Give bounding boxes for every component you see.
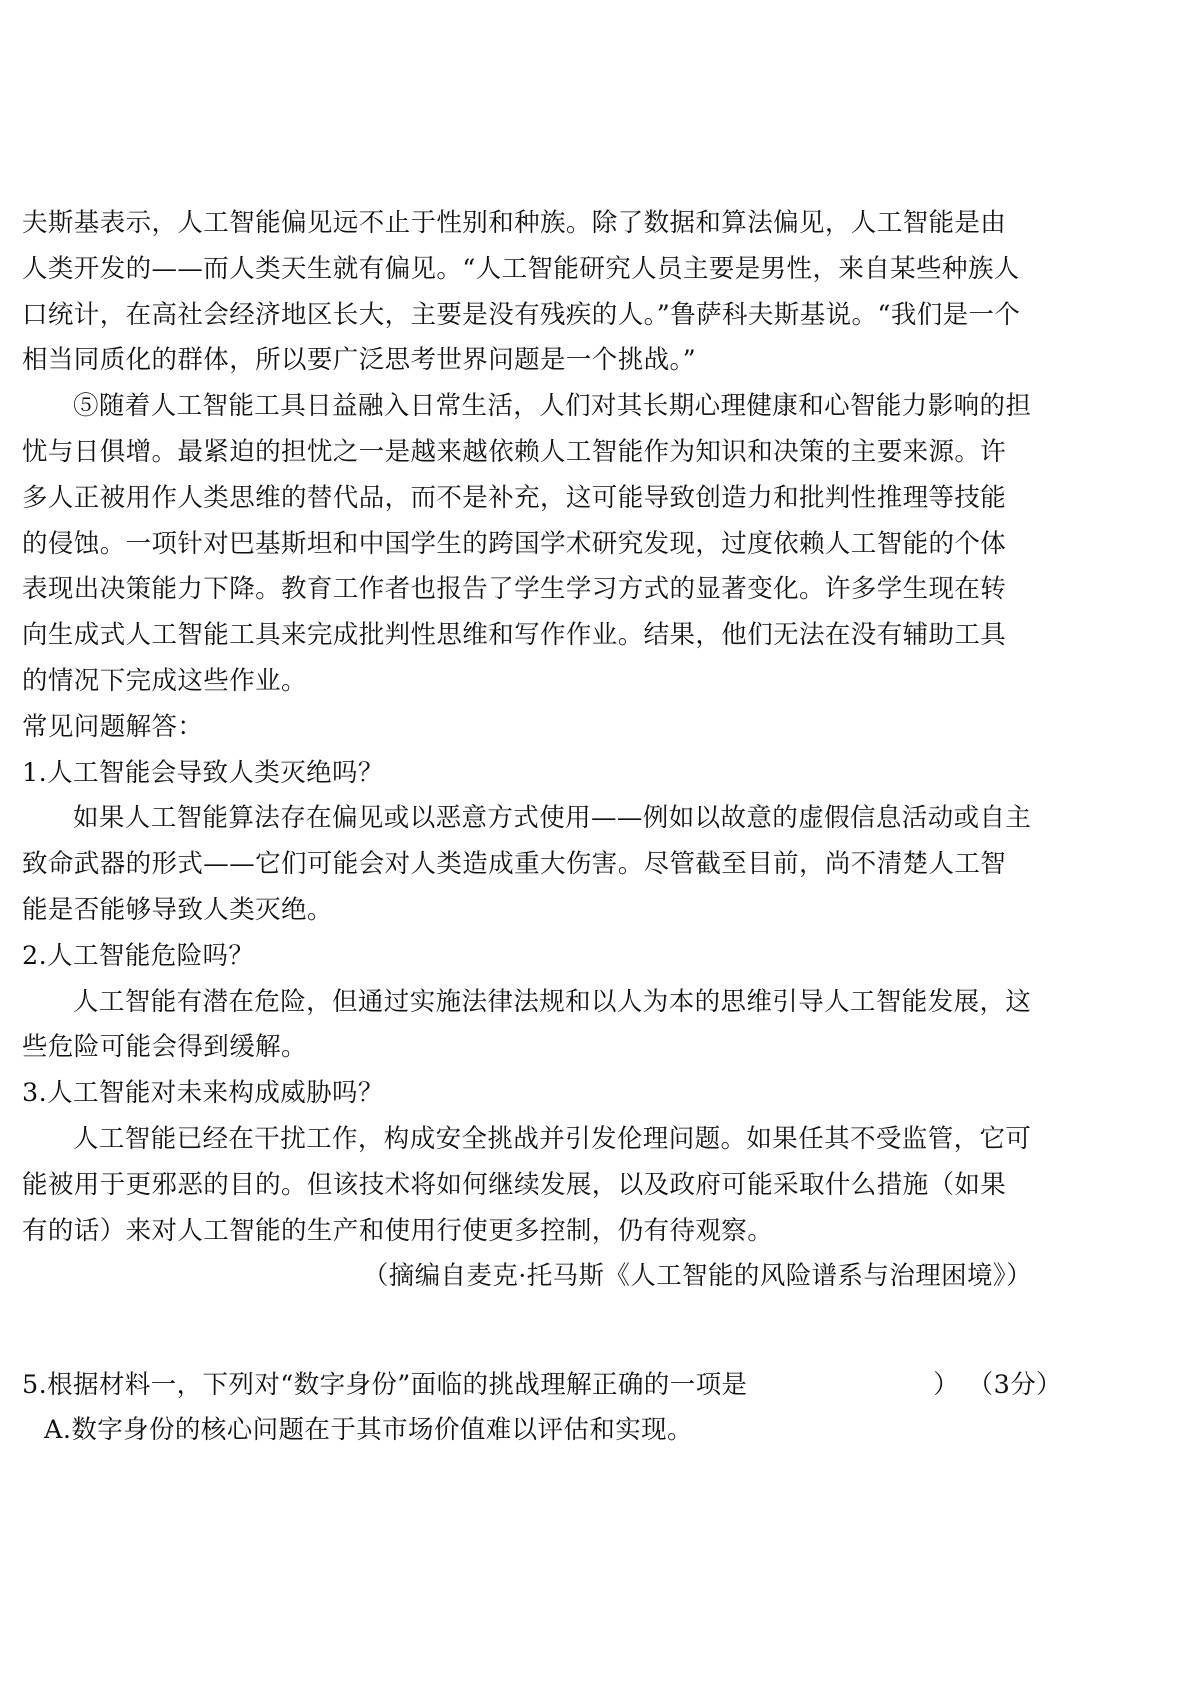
faq-answer-2: 人工智能有潜在危险，但通过实施法律法规和以人为本的思维引导人工智能发展，这些危险可能会得到缓解。 (22, 986, 1032, 1063)
paragraph-5: ⑤随着人工智能工具日益融入日常生活，人们对其长期心理健康和心智能力影响的担忧与日俱增。最紧迫的担忧之一是越来越依赖人工智能作为知识和决策的主要来源。许多人正被用作人类思维的替代品，而不是补充，这可能导致创造力和批判性推理等技能的侵蚀。一项针对巴基斯坦和中国学生的跨国学术研究发现，过度依赖人工智能的个体表现出决策能力下降。教育工作者也报告了学生学习方式的显著变化。许多学生现在转向生成式人工智能工具来完成批判性思维和写作作业。结果，他们无法在没有辅助工具的情况下完成这些作业。 (22, 391, 1032, 696)
faq-heading: 常见问题解答： (22, 711, 204, 742)
question-5-line (22, 1363, 1062, 1408)
reading-passage (22, 201, 1032, 1300)
question-5-points: （3分） (967, 1370, 1062, 1400)
faq-answer-3: 人工智能已经在干扰工作，构成安全挑战并引发伦理问题。如果任其不受监管，它可能被用于更邪恶的目的。但该技术将如何继续发展，以及政府可能采取什么措施（如果有的话）来对人工智能的生产和使用行使更多控制，仍有待观察。 (22, 1123, 1032, 1246)
faq-question-3: 3.人工智能对未来构成威胁吗？ (22, 1078, 384, 1109)
faq-question-1: 1.人工智能会导致人类灭绝吗？ (22, 757, 384, 788)
source-citation: （摘编自麦克·托马斯《人工智能的风险谱系与治理困境》） (362, 1261, 1032, 1292)
paragraph-4-continued: 夫斯基表示，人工智能偏见远不止于性别和种族。除了数据和算法偏见，人工智能是由人类开发的——而人类天生就有偏见。“人工智能研究人员主要是男性，来自某些种族人口统计，在高社会经济地区长大，主要是没有残疾的人。”鲁萨科夫斯基说。“我们是一个相当同质化的群体，所以要广泛思考世界问题是一个挑战。” (22, 208, 1021, 376)
closing-bracket: ） (933, 1370, 960, 1400)
faq-answer-1: 如果人工智能算法存在偏见或以恶意方式使用——例如以故意的虚假信息活动或自主致命武器的形式——它们可能会对人类造成重大伤害。尽管截至目前，尚不清楚人工智能是否能够导致人类灭绝。 (22, 803, 1032, 925)
question-5-answer-slot (933, 1363, 1062, 1408)
question-5-stem: 5.根据材料一，下列对“数字身份”面临的挑战理解正确的一项是 (22, 1370, 748, 1400)
option-a: A.数字身份的核心问题在于其市场价值难以评估和实现。 (44, 1415, 693, 1445)
faq-question-2: 2.人工智能危险吗？ (22, 940, 255, 971)
question-5 (22, 1363, 1062, 1453)
